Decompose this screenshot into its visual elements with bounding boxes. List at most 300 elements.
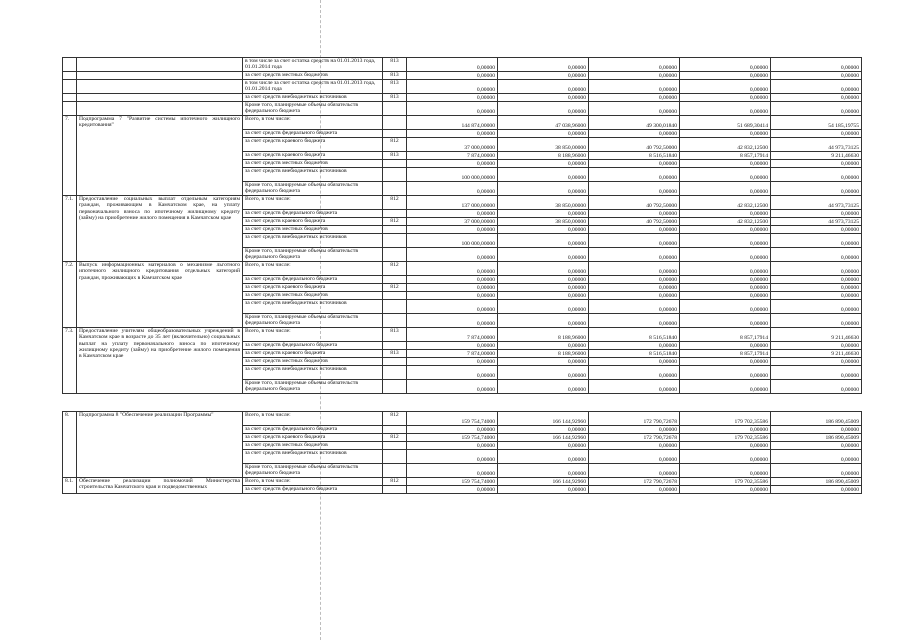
item-name: Обеспечение реализации полномочий Министерства строительства Камчатского края и подведомственных bbox=[77, 478, 243, 494]
amount-year-2: 0,00000 bbox=[498, 380, 589, 394]
amount-year-2: 0,00000 bbox=[498, 464, 589, 478]
budget-code: 813 bbox=[383, 80, 407, 94]
amount-year-3: 172 790,72678 bbox=[589, 478, 680, 486]
budget-code: 812 bbox=[383, 196, 407, 210]
amount-year-3: 0,00000 bbox=[589, 248, 680, 262]
budget-code: 812 bbox=[383, 478, 407, 486]
funding-source: за счет средств краевого бюджета bbox=[243, 218, 383, 226]
amount-year-4: 0,00000 bbox=[680, 300, 771, 314]
amount-year-3: 0,00000 bbox=[589, 284, 680, 292]
amount-year-4: 0,00000 bbox=[680, 248, 771, 262]
amount-year-5: 0,00000 bbox=[771, 486, 862, 494]
budget-code bbox=[383, 358, 407, 366]
amount-year-4: 0,00000 bbox=[680, 276, 771, 284]
amount-year-1: 100 000,00000 bbox=[407, 234, 498, 248]
amount-year-2: 0,00000 bbox=[498, 342, 589, 350]
budget-table bbox=[62, 57, 862, 494]
amount-year-4: 0,00000 bbox=[680, 130, 771, 138]
item-name bbox=[77, 94, 243, 102]
amount-year-1: 0,00000 bbox=[407, 58, 498, 72]
amount-year-2: 0,00000 bbox=[498, 248, 589, 262]
amount-year-4: 179 702,35586 bbox=[680, 434, 771, 442]
funding-source: Всего, в том числе: bbox=[243, 262, 383, 276]
funding-source: Всего, в том числе: bbox=[243, 116, 383, 130]
table-row bbox=[63, 102, 862, 116]
budget-code: 813 bbox=[383, 152, 407, 160]
amount-year-2: 38 850,00000 bbox=[498, 218, 589, 226]
amount-year-5: 0,00000 bbox=[771, 342, 862, 350]
amount-year-2: 0,00000 bbox=[498, 58, 589, 72]
amount-year-1: 100 000,00000 bbox=[407, 168, 498, 182]
amount-year-1: 159 754,74000 bbox=[407, 434, 498, 442]
amount-year-3: 0,00000 bbox=[589, 300, 680, 314]
amount-year-3: 8 516,51840 bbox=[589, 152, 680, 160]
budget-code bbox=[383, 248, 407, 262]
funding-source: за счет средств местных бюджетов bbox=[243, 226, 383, 234]
amount-year-4: 179 702,35586 bbox=[680, 412, 771, 426]
amount-year-1: 0,00000 bbox=[407, 130, 498, 138]
item-number: 8.1. bbox=[63, 478, 77, 494]
amount-year-3: 40 792,50000 bbox=[589, 196, 680, 210]
amount-year-3: 0,00000 bbox=[589, 358, 680, 366]
funding-source: за счет средств внебюджетных источников bbox=[243, 94, 383, 102]
amount-year-1: 0,00000 bbox=[407, 262, 498, 276]
spacer-cell bbox=[63, 394, 862, 412]
amount-year-2: 0,00000 bbox=[498, 102, 589, 116]
amount-year-1: 7 874,00000 bbox=[407, 328, 498, 342]
budget-code bbox=[383, 182, 407, 196]
amount-year-3: 0,00000 bbox=[589, 292, 680, 300]
amount-year-2: 8 188,96000 bbox=[498, 350, 589, 358]
amount-year-3: 0,00000 bbox=[589, 210, 680, 218]
amount-year-5: 0,00000 bbox=[771, 130, 862, 138]
amount-year-4: 179 702,35586 bbox=[680, 478, 771, 486]
amount-year-4: 0,00000 bbox=[680, 234, 771, 248]
funding-source: за счет средств федерального бюджета bbox=[243, 486, 383, 494]
amount-year-4: 0,00000 bbox=[680, 80, 771, 94]
amount-year-2: 0,00000 bbox=[498, 80, 589, 94]
amount-year-2: 0,00000 bbox=[498, 226, 589, 234]
amount-year-5: 0,00000 bbox=[771, 102, 862, 116]
funding-source: за счет средств внебюджетных источников bbox=[243, 366, 383, 380]
table-row bbox=[63, 196, 862, 210]
amount-year-3: 0,00000 bbox=[589, 94, 680, 102]
amount-year-2: 0,00000 bbox=[498, 358, 589, 366]
amount-year-5: 0,00000 bbox=[771, 366, 862, 380]
amount-year-5: 0,00000 bbox=[771, 210, 862, 218]
item-number: 7.2. bbox=[63, 262, 77, 328]
amount-year-3: 0,00000 bbox=[589, 58, 680, 72]
budget-code bbox=[383, 366, 407, 380]
amount-year-3: 0,00000 bbox=[589, 380, 680, 394]
spacer-row bbox=[63, 394, 862, 412]
amount-year-3: 0,00000 bbox=[589, 276, 680, 284]
amount-year-5: 0,00000 bbox=[771, 358, 862, 366]
amount-year-5: 44 973,73125 bbox=[771, 218, 862, 226]
amount-year-2: 166 144,92960 bbox=[498, 434, 589, 442]
amount-year-4: 0,00000 bbox=[680, 72, 771, 80]
table-row bbox=[63, 412, 862, 426]
amount-year-4: 0,00000 bbox=[680, 58, 771, 72]
budget-code bbox=[383, 450, 407, 464]
amount-year-2: 0,00000 bbox=[498, 300, 589, 314]
amount-year-5: 44 973,73125 bbox=[771, 196, 862, 210]
amount-year-2: 38 850,00000 bbox=[498, 196, 589, 210]
amount-year-2: 47 038,96000 bbox=[498, 116, 589, 130]
amount-year-3: 0,00000 bbox=[589, 262, 680, 276]
item-name: Подпрограмма 8 "Обеспечение реализации Программы" bbox=[77, 412, 243, 478]
amount-year-5: 0,00000 bbox=[771, 262, 862, 276]
amount-year-1: 0,00000 bbox=[407, 248, 498, 262]
amount-year-1: 0,00000 bbox=[407, 210, 498, 218]
funding-source: за счет средств федерального бюджета bbox=[243, 426, 383, 434]
amount-year-5: 0,00000 bbox=[771, 276, 862, 284]
amount-year-4: 0,00000 bbox=[680, 226, 771, 234]
funding-source: за счет средств краевого бюджета bbox=[243, 434, 383, 442]
table-row bbox=[63, 58, 862, 72]
amount-year-3: 0,00000 bbox=[589, 226, 680, 234]
budget-code bbox=[383, 292, 407, 300]
item-number bbox=[63, 80, 77, 94]
amount-year-4: 0,00000 bbox=[680, 160, 771, 168]
item-number: 7.1. bbox=[63, 196, 77, 262]
amount-year-5: 44 973,73125 bbox=[771, 138, 862, 152]
funding-source: Всего, в том числе: bbox=[243, 196, 383, 210]
amount-year-5: 0,00000 bbox=[771, 168, 862, 182]
funding-source: за счет средств местных бюджетов bbox=[243, 72, 383, 80]
amount-year-1: 0,00000 bbox=[407, 276, 498, 284]
amount-year-4: 0,00000 bbox=[680, 442, 771, 450]
amount-year-1: 0,00000 bbox=[407, 102, 498, 116]
amount-year-2: 0,00000 bbox=[498, 160, 589, 168]
amount-year-4: 8 857,17914 bbox=[680, 350, 771, 358]
amount-year-5: 0,00000 bbox=[771, 226, 862, 234]
amount-year-1: 0,00000 bbox=[407, 314, 498, 328]
funding-source: за счет средств местных бюджетов bbox=[243, 442, 383, 450]
budget-code bbox=[383, 442, 407, 450]
table-row bbox=[63, 116, 862, 130]
amount-year-2: 0,00000 bbox=[498, 450, 589, 464]
amount-year-2: 0,00000 bbox=[498, 366, 589, 380]
amount-year-1: 37 000,00000 bbox=[407, 138, 498, 152]
amount-year-3: 0,00000 bbox=[589, 486, 680, 494]
amount-year-3: 0,00000 bbox=[589, 130, 680, 138]
budget-code: 812 bbox=[383, 412, 407, 426]
amount-year-3: 0,00000 bbox=[589, 450, 680, 464]
amount-year-2: 166 144,92960 bbox=[498, 478, 589, 486]
amount-year-3: 8 516,51840 bbox=[589, 328, 680, 342]
amount-year-4: 0,00000 bbox=[680, 486, 771, 494]
amount-year-5: 0,00000 bbox=[771, 300, 862, 314]
amount-year-1: 0,00000 bbox=[407, 300, 498, 314]
funding-source: за счет средств местных бюджетов bbox=[243, 292, 383, 300]
amount-year-2: 166 144,92960 bbox=[498, 412, 589, 426]
amount-year-1: 0,00000 bbox=[407, 426, 498, 434]
amount-year-5: 186 890,45009 bbox=[771, 412, 862, 426]
amount-year-2: 0,00000 bbox=[498, 292, 589, 300]
amount-year-4: 0,00000 bbox=[680, 314, 771, 328]
funding-source: за счет средств федерального бюджета bbox=[243, 342, 383, 350]
amount-year-4: 8 857,17914 bbox=[680, 152, 771, 160]
amount-year-5: 54 185,19755 bbox=[771, 116, 862, 130]
funding-source: за счет средств федерального бюджета bbox=[243, 276, 383, 284]
funding-source: Кроме того, планируемые объемы обязательств федерального бюджета bbox=[243, 380, 383, 394]
amount-year-4: 0,00000 bbox=[680, 102, 771, 116]
item-number bbox=[63, 58, 77, 72]
amount-year-3: 0,00000 bbox=[589, 160, 680, 168]
amount-year-4: 0,00000 bbox=[680, 380, 771, 394]
budget-code bbox=[383, 342, 407, 350]
amount-year-5: 0,00000 bbox=[771, 182, 862, 196]
amount-year-2: 0,00000 bbox=[498, 486, 589, 494]
funding-source: Кроме того, планируемые объемы обязательств федерального бюджета bbox=[243, 102, 383, 116]
amount-year-4: 0,00000 bbox=[680, 284, 771, 292]
amount-year-1: 159 754,74000 bbox=[407, 478, 498, 486]
budget-code bbox=[383, 464, 407, 478]
amount-year-1: 0,00000 bbox=[407, 80, 498, 94]
amount-year-4: 0,00000 bbox=[680, 262, 771, 276]
amount-year-5: 0,00000 bbox=[771, 442, 862, 450]
amount-year-3: 40 792,50000 bbox=[589, 218, 680, 226]
amount-year-3: 0,00000 bbox=[589, 342, 680, 350]
item-number bbox=[63, 94, 77, 102]
funding-source: в том числе за счет остатка средств на 01.01.2013 года, 01.01.2014 года bbox=[243, 80, 383, 94]
amount-year-1: 0,00000 bbox=[407, 94, 498, 102]
budget-table-body bbox=[63, 58, 862, 494]
amount-year-2: 0,00000 bbox=[498, 72, 589, 80]
amount-year-4: 0,00000 bbox=[680, 292, 771, 300]
item-number: 7.3. bbox=[63, 328, 77, 394]
item-number: 7. bbox=[63, 116, 77, 196]
amount-year-1: 0,00000 bbox=[407, 226, 498, 234]
amount-year-1: 0,00000 bbox=[407, 464, 498, 478]
funding-source: за счет средств краевого бюджета bbox=[243, 138, 383, 152]
amount-year-2: 0,00000 bbox=[498, 276, 589, 284]
budget-code bbox=[383, 210, 407, 218]
amount-year-5: 9 211,46630 bbox=[771, 350, 862, 358]
amount-year-4: 0,00000 bbox=[680, 342, 771, 350]
amount-year-4: 0,00000 bbox=[680, 168, 771, 182]
funding-source: за счет средств федерального бюджета bbox=[243, 130, 383, 138]
amount-year-2: 0,00000 bbox=[498, 262, 589, 276]
table-row bbox=[63, 72, 862, 80]
table-row bbox=[63, 328, 862, 342]
funding-source: за счет средств федерального бюджета bbox=[243, 210, 383, 218]
amount-year-2: 0,00000 bbox=[498, 168, 589, 182]
amount-year-2: 8 188,96000 bbox=[498, 328, 589, 342]
amount-year-2: 0,00000 bbox=[498, 182, 589, 196]
amount-year-4: 0,00000 bbox=[680, 366, 771, 380]
budget-code: 812 bbox=[383, 262, 407, 276]
amount-year-2: 38 850,00000 bbox=[498, 138, 589, 152]
amount-year-5: 0,00000 bbox=[771, 292, 862, 300]
amount-year-1: 7 874,00000 bbox=[407, 152, 498, 160]
amount-year-5: 9 211,46630 bbox=[771, 152, 862, 160]
funding-source: за счет средств краевого бюджета bbox=[243, 152, 383, 160]
amount-year-2: 8 188,96000 bbox=[498, 152, 589, 160]
amount-year-4: 0,00000 bbox=[680, 464, 771, 478]
funding-source: Кроме того, планируемые объемы обязательств федерального бюджета bbox=[243, 182, 383, 196]
amount-year-3: 0,00000 bbox=[589, 80, 680, 94]
budget-code: 812 bbox=[383, 138, 407, 152]
budget-code bbox=[383, 314, 407, 328]
amount-year-3: 49 300,01840 bbox=[589, 116, 680, 130]
amount-year-1: 0,00000 bbox=[407, 450, 498, 464]
amount-year-4: 51 689,30414 bbox=[680, 116, 771, 130]
amount-year-5: 0,00000 bbox=[771, 380, 862, 394]
budget-code bbox=[383, 116, 407, 130]
amount-year-4: 0,00000 bbox=[680, 426, 771, 434]
funding-source: Кроме того, планируемые объемы обязательств федерального бюджета bbox=[243, 248, 383, 262]
item-name: Подпрограмма 7 "Развитие системы ипотечного жилищного кредитования" bbox=[77, 116, 243, 196]
budget-code: 813 bbox=[383, 72, 407, 80]
amount-year-5: 0,00000 bbox=[771, 314, 862, 328]
amount-year-3: 0,00000 bbox=[589, 366, 680, 380]
amount-year-1: 0,00000 bbox=[407, 292, 498, 300]
amount-year-4: 8 857,17914 bbox=[680, 328, 771, 342]
amount-year-2: 0,00000 bbox=[498, 314, 589, 328]
amount-year-5: 0,00000 bbox=[771, 234, 862, 248]
amount-year-4: 0,00000 bbox=[680, 450, 771, 464]
funding-source: за счет средств местных бюджетов bbox=[243, 160, 383, 168]
amount-year-3: 0,00000 bbox=[589, 168, 680, 182]
amount-year-1: 37 000,00000 bbox=[407, 218, 498, 226]
amount-year-1: 159 754,74000 bbox=[407, 412, 498, 426]
amount-year-3: 0,00000 bbox=[589, 464, 680, 478]
amount-year-5: 0,00000 bbox=[771, 94, 862, 102]
item-name bbox=[77, 58, 243, 72]
amount-year-1: 0,00000 bbox=[407, 160, 498, 168]
amount-year-3: 0,00000 bbox=[589, 442, 680, 450]
amount-year-1: 0,00000 bbox=[407, 366, 498, 380]
amount-year-1: 137 000,00000 bbox=[407, 196, 498, 210]
amount-year-3: 172 790,72678 bbox=[589, 434, 680, 442]
funding-source: за счет средств внебюджетных источников bbox=[243, 234, 383, 248]
funding-source: Всего, в том числе: bbox=[243, 328, 383, 342]
amount-year-4: 42 832,12500 bbox=[680, 138, 771, 152]
amount-year-5: 186 890,45009 bbox=[771, 434, 862, 442]
table-row bbox=[63, 80, 862, 94]
amount-year-2: 0,00000 bbox=[498, 210, 589, 218]
amount-year-2: 0,00000 bbox=[498, 94, 589, 102]
budget-code: 813 bbox=[383, 350, 407, 358]
budget-code bbox=[383, 486, 407, 494]
item-name: Выпуск информационных материалов о механизме льготного ипотечного жилищного кредитования отдельных категорий граждан, проживающих в Камчатском крае bbox=[77, 262, 243, 328]
amount-year-3: 0,00000 bbox=[589, 234, 680, 248]
item-name: Предоставление учителям общеобразовательных учреждений в Камчатском крае в возрасте до 35 лет (включительно) социальных выплат на уплату первоначального взноса по ипотечному жилищному кредиту (займу) на приобретение жилого помещения в Камчатском крае bbox=[77, 328, 243, 394]
budget-code bbox=[383, 160, 407, 168]
amount-year-1: 0,00000 bbox=[407, 182, 498, 196]
amount-year-4: 0,00000 bbox=[680, 358, 771, 366]
budget-code: 813 bbox=[383, 328, 407, 342]
item-number: 8. bbox=[63, 412, 77, 478]
amount-year-5: 0,00000 bbox=[771, 58, 862, 72]
item-name bbox=[77, 80, 243, 94]
funding-source: за счет средств внебюджетных источников bbox=[243, 450, 383, 464]
item-number bbox=[63, 102, 77, 116]
funding-source: за счет средств местных бюджетов bbox=[243, 358, 383, 366]
budget-code bbox=[383, 426, 407, 434]
funding-source: за счет средств внебюджетных источников bbox=[243, 300, 383, 314]
table-row bbox=[63, 478, 862, 486]
amount-year-1: 0,00000 bbox=[407, 442, 498, 450]
amount-year-3: 0,00000 bbox=[589, 182, 680, 196]
amount-year-1: 0,00000 bbox=[407, 486, 498, 494]
item-name: Предоставление социальных выплат отдельным категориям граждан, проживающим в Камчатском крае, на уплату первоначального взноса по ипотечному жилищному кредиту (займу) на приобретение жилого помещения в Камчатском крае bbox=[77, 196, 243, 262]
funding-source: в том числе за счет остатка средств на 01.01.2013 года, 01.01.2014 года bbox=[243, 58, 383, 72]
amount-year-5: 0,00000 bbox=[771, 284, 862, 292]
budget-code bbox=[383, 234, 407, 248]
amount-year-2: 0,00000 bbox=[498, 130, 589, 138]
amount-year-1: 0,00000 bbox=[407, 380, 498, 394]
budget-code: 813 bbox=[383, 94, 407, 102]
amount-year-4: 0,00000 bbox=[680, 182, 771, 196]
amount-year-5: 0,00000 bbox=[771, 248, 862, 262]
funding-source: за счет средств краевого бюджета bbox=[243, 350, 383, 358]
amount-year-1: 0,00000 bbox=[407, 358, 498, 366]
table-row bbox=[63, 94, 862, 102]
amount-year-3: 0,00000 bbox=[589, 72, 680, 80]
amount-year-4: 42 832,12500 bbox=[680, 218, 771, 226]
funding-source: Всего, в том числе: bbox=[243, 412, 383, 426]
budget-code bbox=[383, 380, 407, 394]
amount-year-5: 0,00000 bbox=[771, 160, 862, 168]
funding-source: Всего, в том числе: bbox=[243, 478, 383, 486]
amount-year-1: 0,00000 bbox=[407, 284, 498, 292]
budget-code bbox=[383, 130, 407, 138]
amount-year-3: 0,00000 bbox=[589, 102, 680, 116]
item-name bbox=[77, 72, 243, 80]
amount-year-2: 0,00000 bbox=[498, 234, 589, 248]
budget-code bbox=[383, 276, 407, 284]
amount-year-3: 0,00000 bbox=[589, 426, 680, 434]
amount-year-4: 0,00000 bbox=[680, 210, 771, 218]
funding-source: Кроме того, планируемые объемы обязательств федерального бюджета bbox=[243, 314, 383, 328]
amount-year-5: 0,00000 bbox=[771, 426, 862, 434]
funding-source: Кроме того, планируемые объемы обязательств федерального бюджета bbox=[243, 464, 383, 478]
budget-code: 813 bbox=[383, 58, 407, 72]
amount-year-4: 0,00000 bbox=[680, 94, 771, 102]
budget-code bbox=[383, 300, 407, 314]
amount-year-1: 0,00000 bbox=[407, 72, 498, 80]
funding-source: за счет средств внебюджетных источников bbox=[243, 168, 383, 182]
table-row bbox=[63, 262, 862, 276]
funding-source: за счет средств краевого бюджета bbox=[243, 284, 383, 292]
amount-year-5: 186 890,45009 bbox=[771, 478, 862, 486]
amount-year-5: 9 211,46630 bbox=[771, 328, 862, 342]
amount-year-2: 0,00000 bbox=[498, 442, 589, 450]
amount-year-5: 0,00000 bbox=[771, 80, 862, 94]
amount-year-3: 8 516,51840 bbox=[589, 350, 680, 358]
budget-code: 812 bbox=[383, 218, 407, 226]
amount-year-5: 0,00000 bbox=[771, 450, 862, 464]
budget-code bbox=[383, 226, 407, 234]
amount-year-1: 144 874,00000 bbox=[407, 116, 498, 130]
amount-year-3: 40 792,50000 bbox=[589, 138, 680, 152]
amount-year-3: 0,00000 bbox=[589, 314, 680, 328]
amount-year-2: 0,00000 bbox=[498, 284, 589, 292]
amount-year-1: 7 874,00000 bbox=[407, 350, 498, 358]
item-name bbox=[77, 102, 243, 116]
amount-year-5: 0,00000 bbox=[771, 72, 862, 80]
budget-code bbox=[383, 168, 407, 182]
item-number bbox=[63, 72, 77, 80]
budget-code bbox=[383, 102, 407, 116]
budget-code: 812 bbox=[383, 434, 407, 442]
amount-year-2: 0,00000 bbox=[498, 426, 589, 434]
budget-code: 812 bbox=[383, 284, 407, 292]
amount-year-1: 0,00000 bbox=[407, 342, 498, 350]
